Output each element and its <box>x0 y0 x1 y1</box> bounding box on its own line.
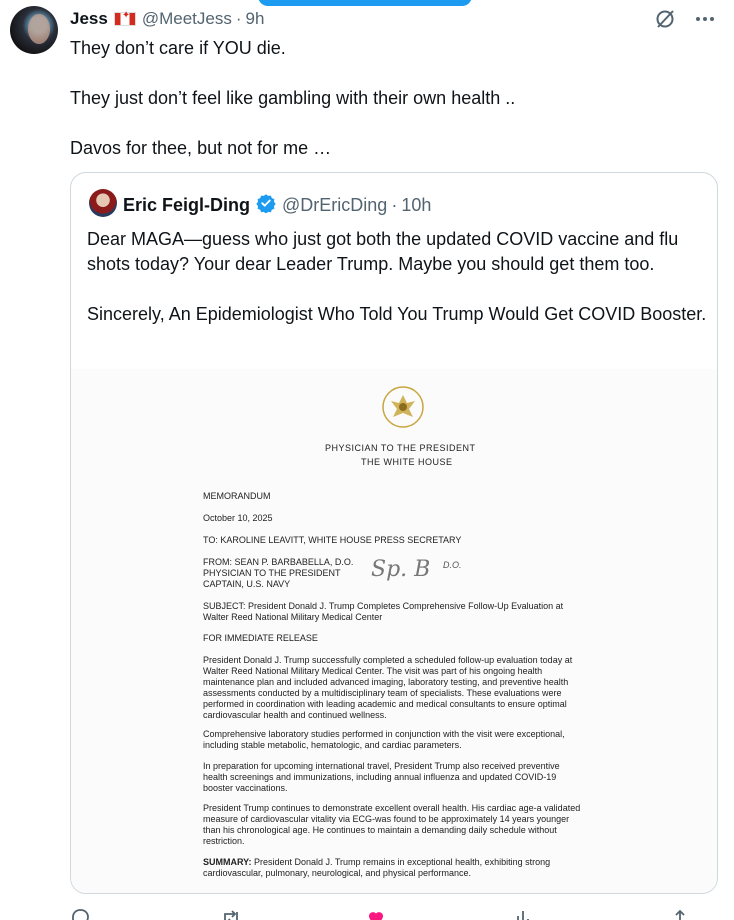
author-name[interactable]: Jess <box>70 9 108 28</box>
repost-icon[interactable] <box>220 908 242 920</box>
tweet-header <box>70 8 264 30</box>
memo-paragraph: In preparation for upcoming international travel, President Trump also received preventive health screenings and immunizations, including annual influenza and updated COVID-19 booster vaccinations. <box>203 761 560 793</box>
author-handle[interactable]: @MeetJess <box>141 9 232 28</box>
memo-release: FOR IMMEDIATE RELEASE <box>203 633 318 643</box>
memo-date: October 10, 2025 <box>203 513 273 523</box>
quoted-header <box>123 193 431 218</box>
grok-icon[interactable] <box>654 8 676 30</box>
memo-paragraph: President Trump continues to demonstrate excellent overall health. His cardiac age-a validated measure of cardiovascular vitality via ECG-was found to be approximately 14 years younger than his chronological age. He continues to maintain a demanding daily schedule without restriction. <box>203 803 581 846</box>
memo-title: PHYSICIAN TO THE PRESIDENT <box>325 443 476 453</box>
quoted-paragraph: Dear MAGA—guess who just got both the updated COVID vaccine and flu shots today? Your dear Leader Trump. Maybe you should get them too. <box>87 229 679 274</box>
tweet-text <box>70 36 710 186</box>
memo-heading: MEMORANDUM <box>203 491 271 501</box>
timestamp[interactable]: 9h <box>245 9 265 28</box>
memo-summary-label: SUMMARY: <box>203 857 252 867</box>
tweet-line: They just don’t feel like gambling with their own health .. <box>70 88 516 108</box>
views-icon[interactable] <box>514 908 534 920</box>
separator-dot: · <box>235 9 242 28</box>
avatar[interactable] <box>10 6 58 54</box>
presidential-seal-icon <box>381 385 425 429</box>
quoted-paragraph: Sincerely, An Epidemiologist Who Told You Trump Would Get COVID Booster. <box>87 304 707 324</box>
memo-subject: SUBJECT: President Donald J. Trump Completes Comprehensive Follow-Up Evaluation at Walter Reed National Military Medical Center <box>203 601 564 622</box>
verified-icon <box>256 193 276 218</box>
memo-from-rank: CAPTAIN, U.S. NAVY <box>203 579 291 589</box>
memo-image[interactable] <box>71 369 717 894</box>
memo-from: FROM: SEAN P. BARBABELLA, D.O. <box>203 557 354 567</box>
tweet-top-actions <box>654 8 716 30</box>
quoted-avatar[interactable] <box>89 189 117 217</box>
action-bar <box>70 908 720 920</box>
memo-from-title: PHYSICIAN TO THE PRESIDENT <box>203 568 341 578</box>
reply-icon[interactable] <box>70 908 90 920</box>
quoted-author-handle[interactable]: @DrEricDing <box>282 195 388 215</box>
memo-summary <box>203 857 583 879</box>
quoted-text <box>87 227 707 352</box>
signature: Sp. B <box>371 557 431 582</box>
quoted-tweet[interactable] <box>70 172 718 894</box>
memo-summary-text: President Donald J. Trump remains in exceptional health, exhibiting strong cardiovascular, pulmonary, neurological, and physical performance. <box>203 857 551 878</box>
bookmark-icon[interactable] <box>670 908 690 920</box>
tweet-line: Davos for thee, but not for me … <box>70 138 332 158</box>
memo-paragraph: Comprehensive laboratory studies performed in conjunction with the visit were exceptional, including stable metabolic, hematologic, and cardiac parameters. <box>203 729 565 750</box>
quoted-timestamp[interactable]: 10h <box>401 195 432 215</box>
memo-subtitle: THE WHITE HOUSE <box>361 457 453 467</box>
canada-flag-icon <box>114 12 136 26</box>
separator-dot: · <box>391 195 398 215</box>
memo-to: TO: KAROLINE LEAVITT, WHITE HOUSE PRESS SECRETARY <box>203 535 462 545</box>
more-icon[interactable] <box>694 8 716 30</box>
new-posts-pill[interactable] <box>258 0 472 6</box>
memo-paragraph: President Donald J. Trump successfully completed a scheduled follow-up evaluation today at Walter Reed National Military Medical Center. The visit was part of his ongoing health maintenance plan and included advanced imaging, laboratory testing, and preventive health assessments conducted by a multidisciplinary team of specialists. These evaluations were performed in coordination with leading academic and medical consultants to ensure optimal cardiovascular health and continued wellness. <box>203 655 573 720</box>
like-icon[interactable] <box>366 908 386 920</box>
tweet-line: They don’t care if YOU die. <box>70 38 286 58</box>
signature-suffix: D.O. <box>443 560 462 570</box>
quoted-author-name[interactable]: Eric Feigl-Ding <box>123 195 251 215</box>
